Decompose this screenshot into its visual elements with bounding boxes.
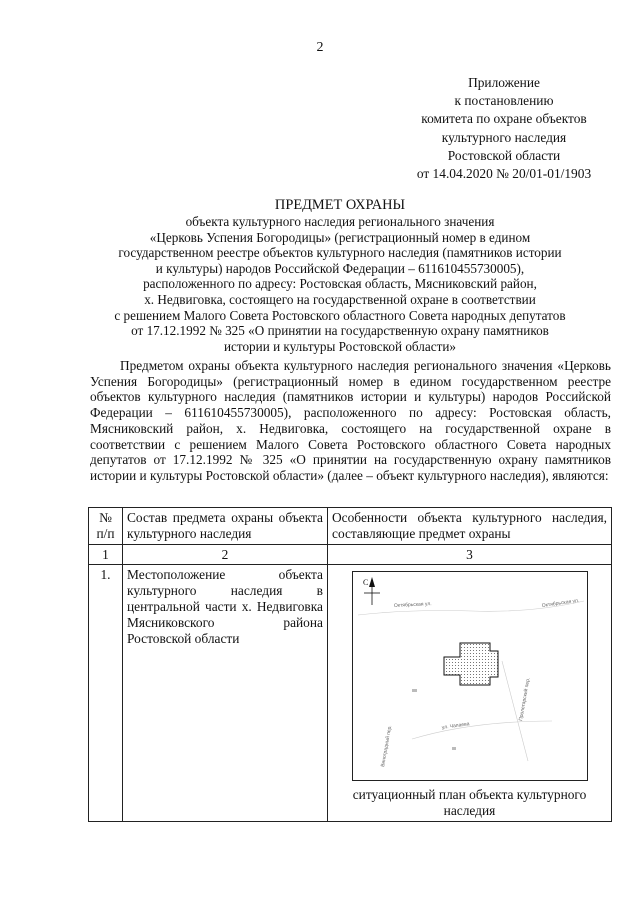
appendix-block bbox=[372, 74, 636, 183]
column-number: 2 bbox=[123, 545, 328, 565]
page-number: 2 bbox=[316, 40, 324, 55]
column-number-row bbox=[89, 545, 612, 565]
heading-line: объекта культурного наследия регионального значения bbox=[185, 214, 495, 229]
protection-table bbox=[88, 507, 612, 822]
document-heading bbox=[60, 196, 620, 354]
column-number: 1 bbox=[89, 545, 123, 565]
header-composition: Состав предмета охраны объекта культурного наследия bbox=[123, 508, 328, 545]
appendix-line: культурного наследия bbox=[441, 129, 567, 145]
row-composition: Местоположение объекта культурного наследия в центральной части х. Недвиговка Мясниковского района Ростовской области bbox=[123, 565, 328, 822]
row-number: 1. bbox=[89, 565, 123, 822]
heading-line: «Церковь Успения Богородицы» (регистрационный номер в едином bbox=[149, 229, 531, 245]
table-header-row bbox=[89, 508, 612, 545]
north-label: С bbox=[362, 578, 368, 587]
body-text bbox=[90, 358, 611, 484]
street-label: ул. Чапаева bbox=[440, 721, 470, 731]
header-number: № п/п bbox=[89, 508, 123, 545]
heading-line: с решением Малого Совета Ростовского областного Совета народных депутатов bbox=[114, 307, 566, 323]
header-features: Особенности объекта культурного наследия, составляющие предмет охраны bbox=[328, 508, 612, 545]
heading-line: от 17.12.1992 № 325 «О принятии на государственную охрану памятников bbox=[131, 323, 549, 339]
appendix-line: Приложение bbox=[468, 75, 540, 90]
appendix-line: от 14.04.2020 № 20/01-01/1903 bbox=[416, 166, 592, 182]
plan-caption: ситуационный план объекта культурного наследия bbox=[352, 787, 587, 818]
appendix-line: к постановлению bbox=[454, 93, 554, 109]
street-label: Октябрьская ул. bbox=[393, 601, 432, 609]
appendix-line: Ростовской области bbox=[447, 147, 561, 163]
heading-line: и культуры) народов Российской Федерации – 611610455730005), bbox=[155, 260, 525, 276]
document-title: ПРЕДМЕТ ОХРАНЫ bbox=[274, 197, 406, 213]
appendix-line: комитета по охране объектов bbox=[421, 111, 587, 127]
street-label: Виноградный пер. bbox=[379, 724, 393, 768]
row-features bbox=[328, 565, 612, 822]
heading-line: расположенного по адресу: Ростовская область, Мясниковский район, bbox=[143, 276, 537, 292]
table-row bbox=[89, 565, 612, 822]
street-label: Октябрьская ул. bbox=[540, 597, 580, 609]
street-label: Пролетарский пер. bbox=[517, 677, 532, 722]
heading-line: истории и культуры Ростовской области» bbox=[223, 338, 457, 354]
heading-line: х. Недвиговка, состоящего на государственной охране в соответствии bbox=[144, 291, 536, 307]
heading-line: государственном реестре объектов культурного наследия (памятников истории bbox=[118, 245, 562, 261]
situation-plan-map bbox=[352, 571, 588, 781]
column-number: 3 bbox=[328, 545, 612, 565]
body-paragraph: Предметом охраны объекта культурного наследия регионального значения «Церковь Успения Богородицы» (регистрационный номер в едином государственном реестре объектов культурного наследия (памятников истории и культуры) народов Российской Федерации – 611610455730005), расположенного по адресу: Ростовская область, Мясниковский район, х. Недвиговка, состоящего на государственной охране в соответствии с решением Малого Совета Ростовского областного Совета народных депутатов от 17.12.1992 № 325 «О принятии на государственную охрану памятников истории и культуры Ростовской области» (далее – объект культурного наследия), являются: bbox=[90, 358, 611, 483]
